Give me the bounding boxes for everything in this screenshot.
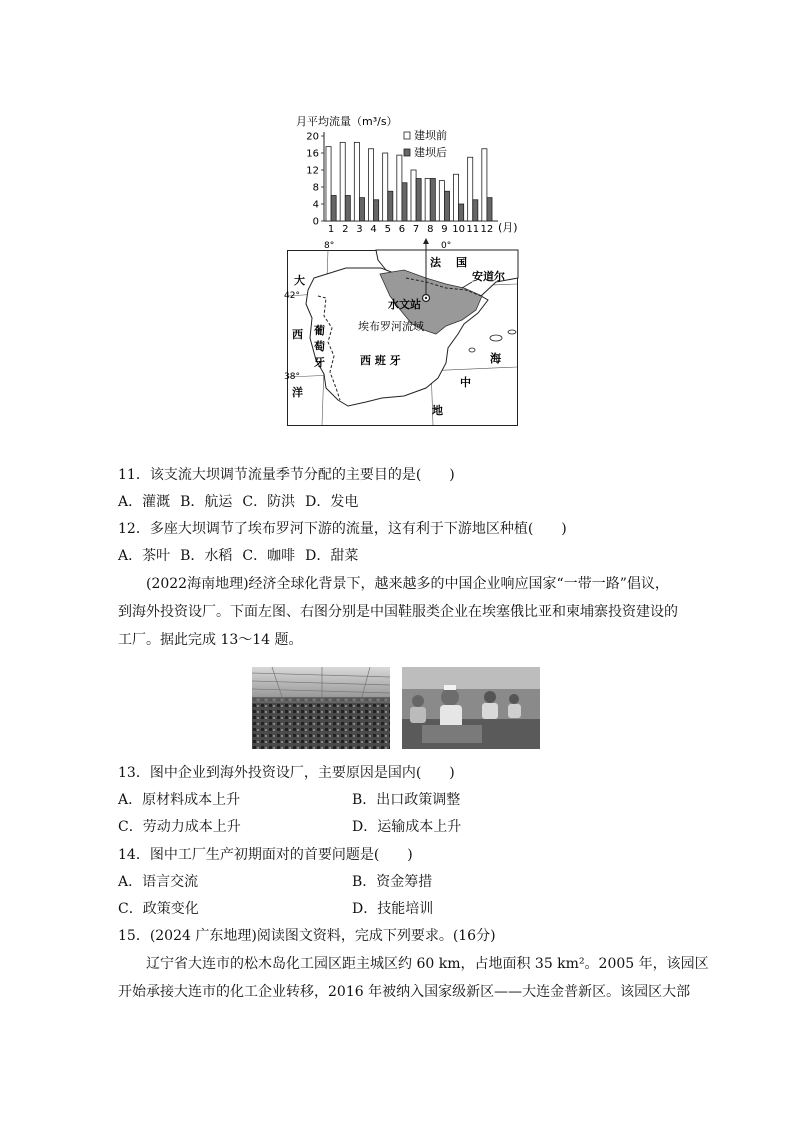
chart-x-tick-label: 10	[452, 224, 465, 235]
label-france-1: 法	[430, 256, 441, 269]
label-spain: 西 班 牙	[360, 354, 401, 367]
chart-x-tick-label: 11	[466, 224, 480, 235]
q13-option-b[interactable]: B．出口政策调整	[352, 792, 461, 808]
q15-line-2: 开始承接大连市的化工企业转移，2016 年被纳入国家级新区——大连金普新区。该园区大部	[118, 984, 691, 1000]
iberia-map	[286, 238, 520, 428]
bar-before-4	[368, 149, 373, 221]
bar-before-8	[425, 179, 430, 222]
chart-x-tick-label: 12	[480, 224, 494, 235]
q14-option-b[interactable]: B．资金筹措	[352, 874, 433, 890]
bar-after-3	[359, 198, 364, 221]
q14-option-c[interactable]: C．政策变化	[118, 901, 199, 917]
bar-after-5	[388, 191, 393, 221]
q12-option-a[interactable]: A．茶叶	[118, 548, 171, 564]
legend-before: 建坝前	[414, 129, 447, 142]
legend-after: 建坝后	[414, 146, 447, 159]
bar-after-11	[473, 200, 478, 221]
bar-before-11	[468, 157, 473, 221]
chart-x-tick-label: 8	[427, 224, 434, 235]
bar-after-4	[374, 200, 379, 221]
lon-label-8: 8°	[324, 241, 335, 251]
q11-option-d[interactable]: D．发电	[305, 494, 359, 510]
bar-after-1	[331, 196, 336, 222]
bar-before-7	[411, 170, 416, 221]
chart-legend	[404, 128, 447, 159]
q13-option-a[interactable]: A．原材料成本上升	[118, 792, 241, 808]
q11-option-c[interactable]: C．防洪	[242, 494, 296, 510]
q11-stem: 11．该支流大坝调节流量季节分配的主要目的是( )	[118, 467, 455, 483]
label-med-1: 海	[490, 352, 501, 365]
chart-x-tick-label: 2	[342, 224, 349, 235]
bar-before-12	[482, 149, 487, 221]
label-portugal-1: 葡	[314, 324, 325, 337]
q12-option-b[interactable]: B．水稻	[180, 548, 233, 564]
chart-x-tick-label: 5	[384, 224, 391, 235]
chart-x-tick-label: 3	[356, 224, 363, 235]
bar-before-6	[397, 155, 402, 221]
label-station: 水文站	[388, 298, 421, 311]
intro-line-1: (2022海南地理)经济全球化背景下，越来越多的中国企业响应国家“一带一路”倡议，	[146, 576, 669, 592]
q13-option-d[interactable]: D．运输成本上升	[352, 819, 462, 835]
label-basin: 埃布罗河流域	[358, 320, 424, 333]
label-france-2: 国	[456, 256, 467, 269]
bar-after-8	[430, 179, 435, 222]
q15-line-1: 辽宁省大连市的松木岛化工园区距主城区约 60 km，占地面积 35 km²。2005 年，该园区	[146, 956, 709, 972]
chart-x-tick-label: 4	[370, 224, 377, 235]
bar-before-5	[383, 153, 388, 221]
label-atlantic-2: 西	[292, 328, 303, 341]
q11-option-a[interactable]: A．灌溉	[118, 494, 171, 510]
label-atlantic-3: 洋	[292, 386, 303, 399]
q11-option-b[interactable]: B．航运	[180, 494, 233, 510]
bar-before-9	[439, 181, 444, 221]
bar-after-6	[402, 183, 407, 221]
q11-options	[118, 493, 368, 511]
chart-xunit: (月)	[498, 221, 518, 234]
bar-before-2	[340, 142, 345, 221]
label-portugal-3: 牙	[314, 356, 325, 369]
q12-option-d[interactable]: D．甜菜	[305, 548, 359, 564]
label-portugal-2: 萄	[314, 340, 325, 353]
q12-option-c[interactable]: C．咖啡	[242, 548, 296, 564]
factory-photo-cambodia	[402, 667, 540, 749]
q13-stem: 13．图中企业到海外投资设厂，主要原因是国内( )	[118, 765, 455, 781]
chart-y-tick-label: 4	[312, 199, 319, 211]
chart-x-tick-label: 7	[412, 224, 420, 235]
bar-after-10	[459, 204, 464, 221]
bar-before-10	[453, 174, 458, 221]
chart-ylabel: 月平均流量（m³/s）	[296, 115, 398, 128]
lon-label-0: 0°	[441, 241, 452, 251]
q14-option-d[interactable]: D．技能培训	[352, 901, 434, 917]
chart-x-tick-label: 9	[441, 224, 448, 235]
label-atlantic-1: 大	[294, 274, 305, 287]
bar-after-7	[416, 179, 421, 222]
bar-before-1	[326, 147, 331, 221]
q14-stem: 14．图中工厂生产初期面对的首要问题是( )	[118, 847, 413, 863]
factory-photo-ethiopia	[252, 667, 390, 749]
label-med-2: 中	[460, 376, 471, 389]
q12-options	[118, 547, 368, 565]
intro-line-2: 到海外投资设厂。下面左图、右图分别是中国鞋服类企业在埃塞俄比亚和柬埔寨投资建设的	[118, 604, 678, 620]
q15-stem: 15．(2024 广东地理)阅读图文资料，完成下列要求。(16分)	[118, 928, 496, 944]
lat-label-42: 42°	[284, 291, 300, 301]
label-andorra: 安道尔	[472, 270, 505, 283]
bar-after-9	[444, 191, 449, 221]
label-med-3: 地	[432, 404, 443, 417]
chart-y-tick-label: 12	[306, 165, 319, 177]
q12-stem: 12．多座大坝调节了埃布罗河下游的流量，这有利于下游地区种植( )	[118, 521, 567, 537]
intro-line-3: 工厂。据此完成 13～14 题。	[118, 632, 303, 648]
bar-after-12	[487, 198, 492, 221]
q14-option-a[interactable]: A．语言交流	[118, 874, 199, 890]
bar-before-3	[354, 142, 359, 221]
flow-chart	[290, 108, 540, 250]
lat-label-38: 38°	[284, 372, 300, 382]
bar-after-2	[345, 196, 350, 222]
chart-x-tick-label: 1	[327, 224, 335, 235]
chart-y-tick-label: 0	[312, 216, 319, 228]
chart-y-tick-label: 16	[306, 148, 319, 160]
chart-y-tick-label: 8	[312, 182, 319, 194]
chart-y-tick-label: 20	[306, 131, 319, 143]
chart-x-tick-label: 6	[398, 224, 406, 235]
q13-option-c[interactable]: C．劳动力成本上升	[118, 819, 241, 835]
